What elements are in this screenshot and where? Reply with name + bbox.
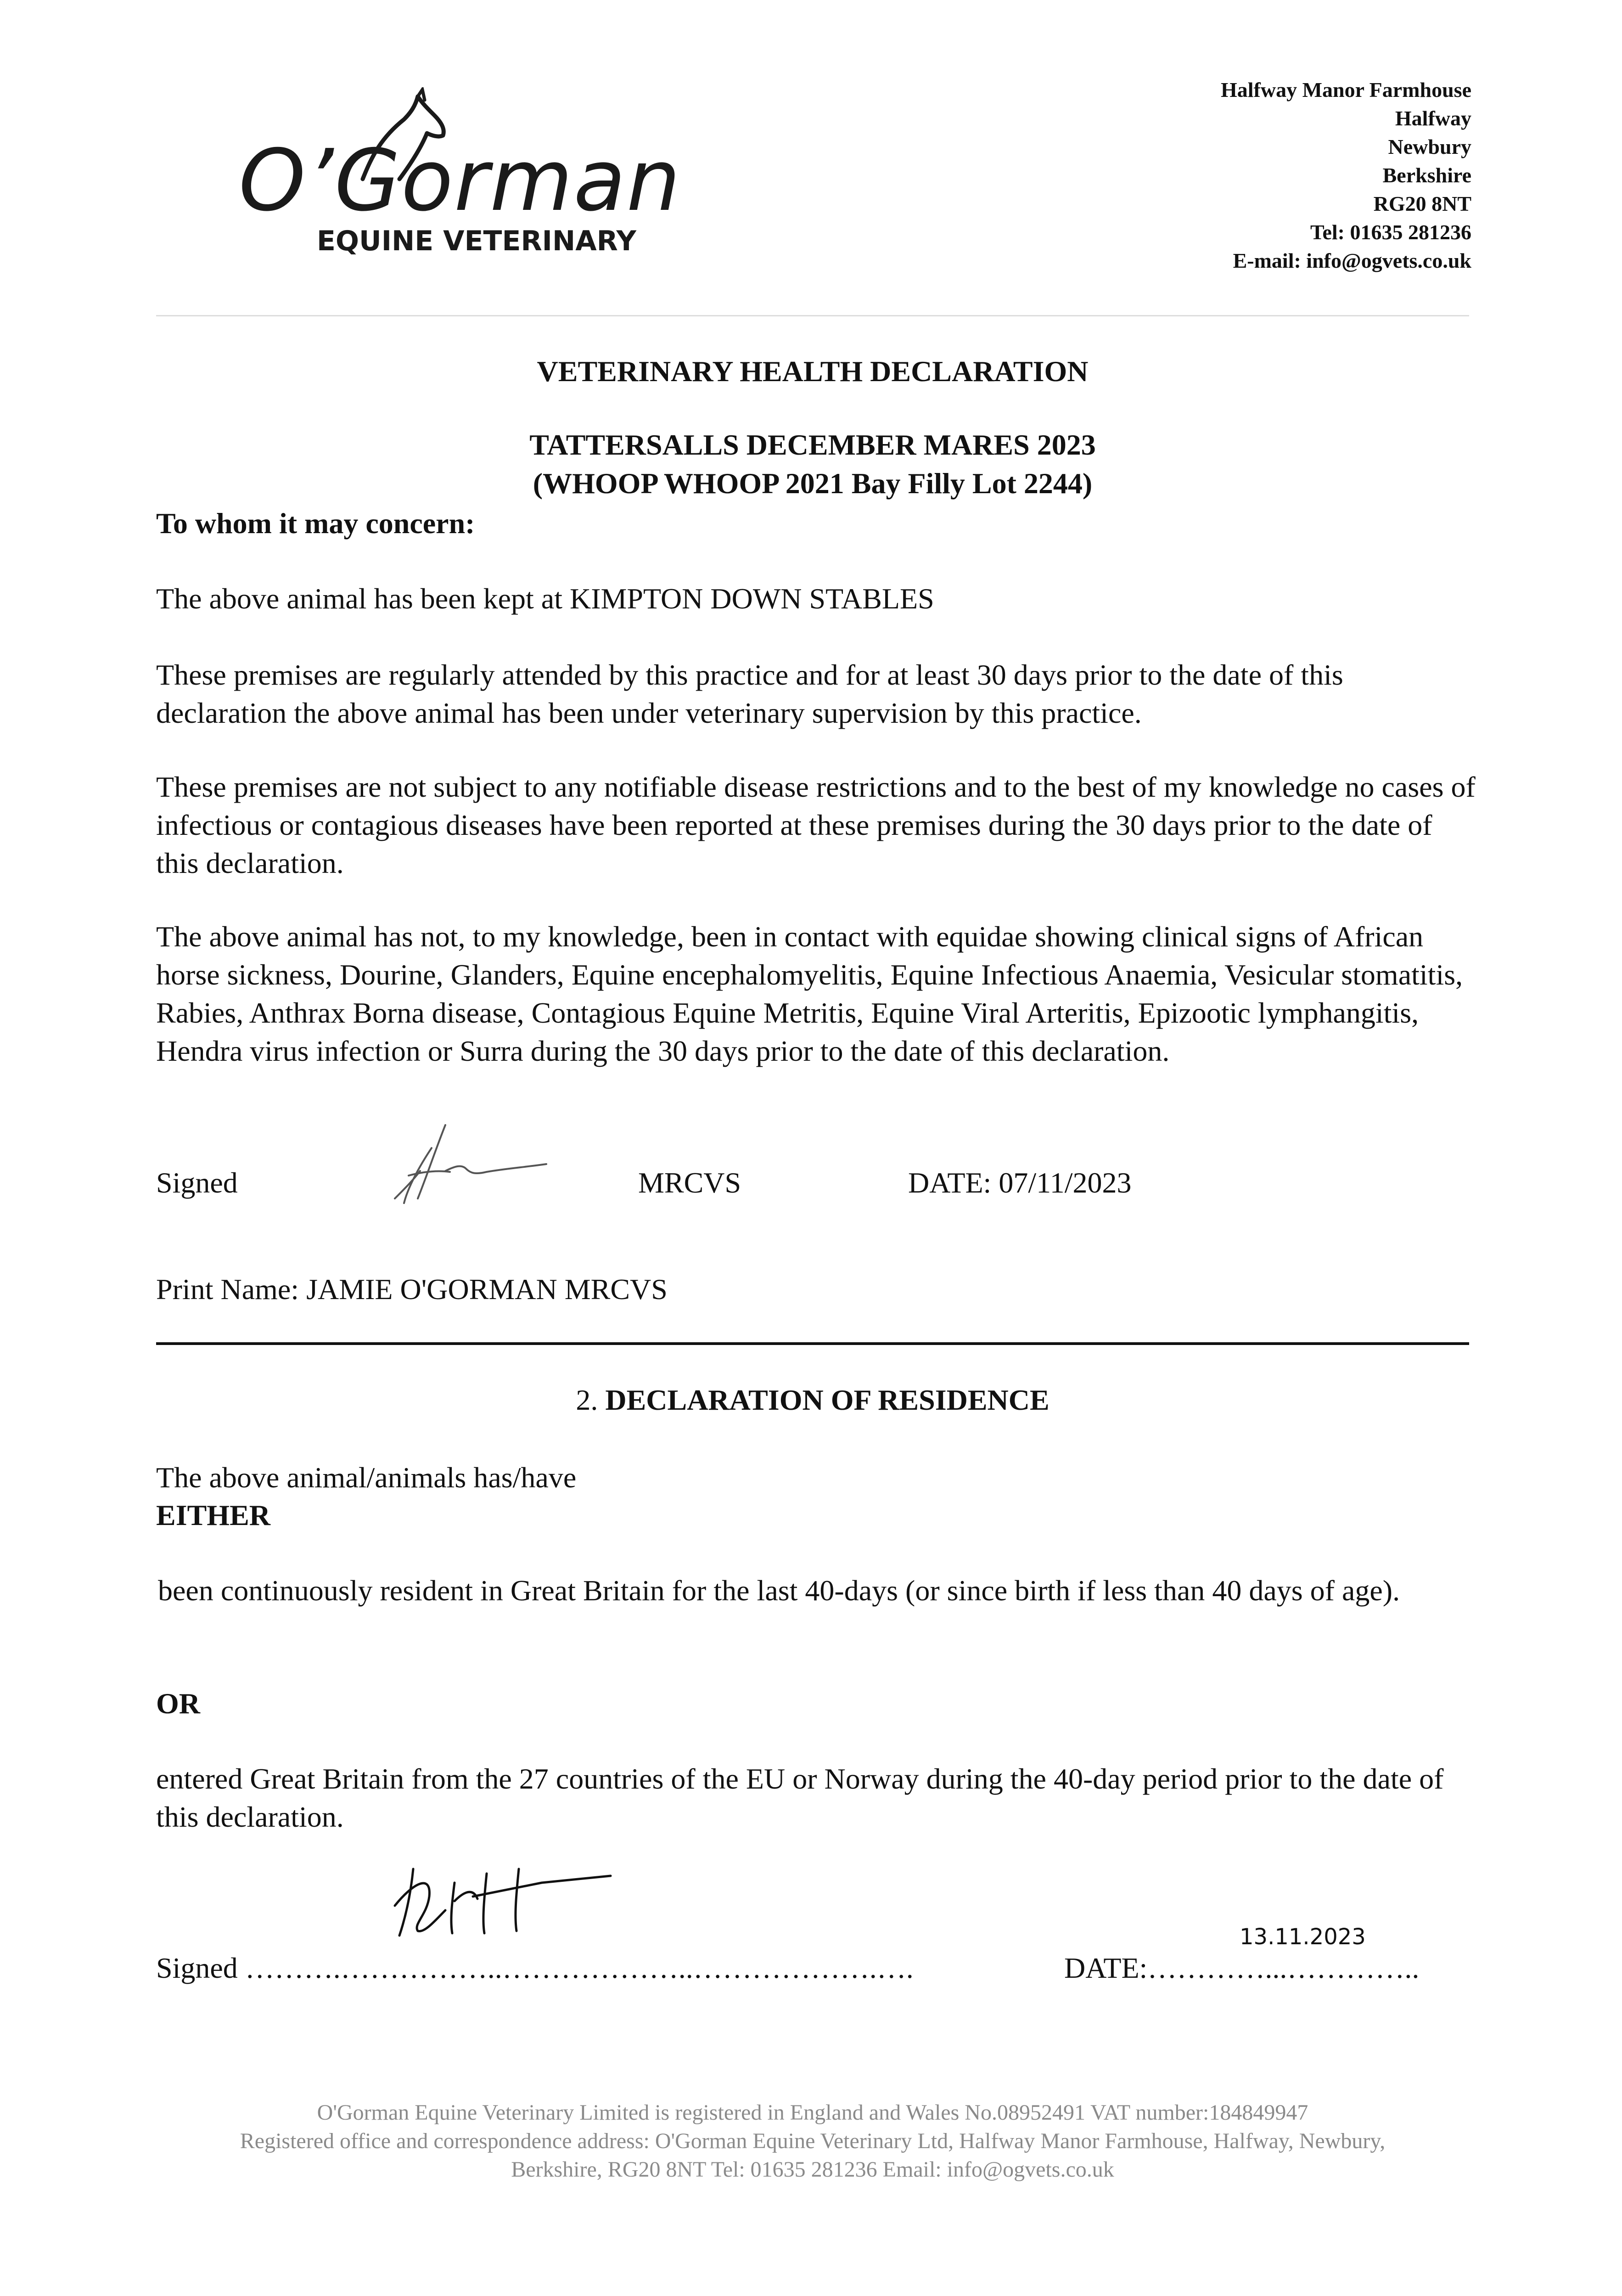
section-number: 2. (576, 1384, 598, 1416)
mrcvs-label: MRCVS (638, 1166, 741, 1199)
sale-title: TATTERSALLS DECEMBER MARES 2023 (529, 428, 1096, 461)
section-divider (156, 1342, 1469, 1345)
address-line: Berkshire (1382, 163, 1471, 187)
address-email: E-mail: info@ogvets.co.uk (1233, 249, 1471, 272)
date-line: DATE:…………...………….. (1064, 1952, 1420, 1984)
address-line: Halfway (1395, 107, 1471, 130)
residence-intro: The above animal/animals has/have (156, 1461, 577, 1494)
paragraph-premises: The above animal has been kept at KIMPTON DOWN STABLES (156, 582, 934, 615)
address-line: Halfway Manor Farmhouse (1220, 78, 1471, 101)
footer-line: Berkshire, RG20 8NT Tel: 01635 281236 Email: info@ogvets.co.uk (511, 2157, 1114, 2182)
print-name: Print Name: JAMIE O'GORMAN MRCVS (156, 1273, 668, 1306)
address-phone: Tel: 01635 281236 (1310, 220, 1471, 244)
either-text: been continuously resident in Great Britain for the last 40-days (or since birth if less than 40 days of age). (158, 1574, 1400, 1607)
section-title: DECLARATION OF RESIDENCE (605, 1384, 1050, 1416)
either-label: EITHER (156, 1499, 270, 1531)
residence-title (156, 1383, 1469, 1417)
or-label: OR (156, 1687, 200, 1720)
paragraph-diseases: The above animal has not, to my knowledge, been in contact with equidae showing clinical signs of African horse sickness, Dourine, Glanders, Equine encephalomyelitis, Equine Infectious Anaemia, Vesicular stomatitis, Rabies, Anthrax Borna disease, Contagious Equine Metritis, Equine Viral Arteritis, Epizootic lymphangitis, Hendra virus infection or Surra during the 30 days prior to the date of this declaration. (156, 920, 1463, 1067)
footer-line: O'Gorman Equine Veterinary Limited is registered in England and Wales No.08952491 VAT number:184849947 (317, 2100, 1308, 2125)
paragraph-restrictions: These premises are not subject to any notifiable disease restrictions and to the best of my knowledge no cases of infectious or contagious diseases have been reported at these premises during the 30 days prior to the date of this declaration. (156, 771, 1476, 879)
paragraph-supervision: These premises are regularly attended by this practice and for at least 30 days prior to the date of this declaration the above animal has been under veterinary supervision by this practice. (156, 658, 1343, 729)
declaration-title: VETERINARY HEALTH DECLARATION (537, 355, 1089, 388)
address-line: Newbury (1388, 135, 1471, 158)
signed-line: Signed ……….……………..………………..……………….…. (156, 1952, 914, 1984)
logo-name: O’Gorman (239, 131, 681, 230)
logo-subtitle: EQUINE VETERINARY (317, 225, 637, 257)
practice-logo (239, 87, 679, 271)
company-footer (156, 2099, 1469, 2184)
salutation: To whom it may concern: (156, 507, 475, 540)
signature-date: DATE: 07/11/2023 (908, 1166, 1132, 1199)
header-divider (156, 315, 1469, 316)
footer-line: Registered office and correspondence address: O'Gorman Equine Veterinary Ltd, Halfway Manor Farmhouse, Halfway, Newbury, (240, 2129, 1386, 2153)
lot-subtitle: (WHOOP WHOOP 2021 Bay Filly Lot 2244) (533, 467, 1093, 500)
owner-signature (386, 1855, 624, 1947)
handwritten-date: 13.11.2023 (1240, 1924, 1366, 1950)
signed-label: Signed (156, 1166, 238, 1199)
or-text: entered Great Britain from the 27 countries of the EU or Norway during the 40-day period prior to the date of this declaration. (156, 1762, 1444, 1833)
vet-signature (376, 1120, 560, 1212)
practice-address (1221, 76, 1471, 275)
address-line: RG20 8NT (1373, 192, 1471, 215)
